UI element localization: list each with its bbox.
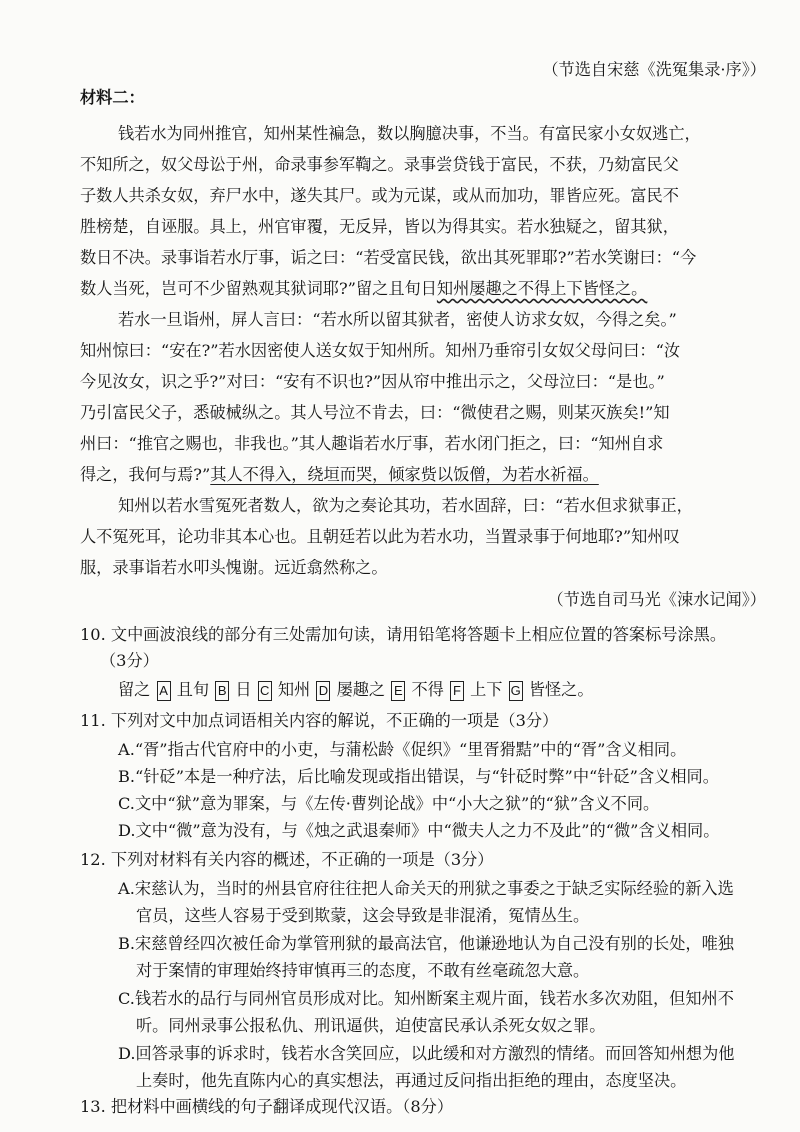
passage-line: 今见汝女，识之乎?”对曰：“安有不识也?”因从帘中推出示之，父母泣曰：“是也。” <box>80 372 665 391</box>
option-d-cont: 上奏时，他先直陈内心的真实想法，再通过反问指出拒绝的理由，态度坚决。 <box>136 1071 687 1090</box>
answer-box-g[interactable]: G <box>509 681 523 701</box>
passage-line: 数日不决。录事诣若水厅事，诟之曰：“若受富民钱，欲出其死罪耶?”若水笑谢曰：“今 <box>80 248 697 267</box>
passage-line: 乃引富民父子，悉破械纵之。其人号泣不肯去，曰：“微使君之赐，则某灭族矣!”知 <box>80 403 670 422</box>
answer-box-e[interactable]: E <box>391 681 405 701</box>
passage-line: 州曰：“推官之赐也，非我也。”其人趣诣若水厅事，若水闭门拒之，曰：“知州自求 <box>80 434 664 453</box>
material2-heading: 材料二： <box>80 88 145 107</box>
option-c-cont: 听。同州录事公报私仇、刑讯逼供，迫使富民承认杀死女奴之罪。 <box>136 1016 606 1035</box>
question-stem: 12. 下列对材料有关内容的概述，不正确的一项是（3分） <box>80 850 494 869</box>
wavy-underlined-text: 知州屡趣之不得上下皆怪之。 <box>436 279 648 298</box>
segment: 留之 <box>118 680 151 699</box>
option-b: B.宋慈曾经四次被任命为掌管刑狱的最高法官，他谦逊地认为自己没有别的长处，唯独 <box>118 934 734 953</box>
passage-line <box>80 279 647 299</box>
passage-line: 知州以若水雪冤死者数人，欲为之奏论其功，若水固辞，曰：“若水但求狱事正， <box>118 496 693 515</box>
segment: 屡趣之 <box>336 680 386 699</box>
passage-text: 得之，我何与焉?” <box>80 465 211 484</box>
passage-line: 若水一旦诣州，屏人言曰：“若水所以留其狱者，密使人访求女奴，今得之矣。” <box>118 310 677 329</box>
passage-text: 数人当死，岂可不少留熟观其狱词耶?”留之且旬日 <box>80 279 437 298</box>
passage-line <box>80 465 599 485</box>
question-score: （3分） <box>100 651 159 670</box>
option-b: B.“针砭”本是一种疗法，后比喻发现或指出错误，与“针砭时弊”中“针砭”含义相同。 <box>118 767 719 786</box>
passage-line: 钱若水为同州推官，知州某性褊急，数以胸臆决事，不当。有富民家小女奴逃亡， <box>118 124 701 143</box>
segment: 不得 <box>411 680 444 699</box>
segment: 皆怪之。 <box>528 680 594 699</box>
answer-box-b[interactable]: B <box>215 681 229 701</box>
section-title <box>80 1112 99 1132</box>
option-a: A.宋慈认为，当时的州县官府往往把人命关天的刑狱之事委之于缺乏实际经验的新入选 <box>118 879 734 898</box>
option-c: C.文中“狱”意为罪案，与《左传·曹刿论战》中“小大之狱”的“狱”含义不同。 <box>118 794 660 813</box>
segment: 知州 <box>277 680 311 699</box>
option-c: C.钱若水的品行与同州官员形成对比。知州断案主观片面，钱若水多次劝阻，但知州不 <box>118 989 734 1008</box>
answer-box-a[interactable]: A <box>157 681 171 701</box>
question-stem: 10. 文中画波浪线的部分有三处需加句读，请用铅笔将答题卡上相应位置的答案标号涂黑。 <box>80 625 727 644</box>
underlined-sentence: 其人不得入，绕垣而哭，倾家赀以饭僧，为若水祈福。 <box>210 465 599 484</box>
segment: 上下 <box>470 680 503 699</box>
option-a: A.“胥”指古代官府中的小吏，与蒲松龄《促织》“里胥猾黠”中的“胥”含义相同。 <box>118 740 687 759</box>
material2-source: （节选自司马光《涑水记闻》） <box>547 590 766 609</box>
material1-source: （节选自宋慈《洗冤集录·序》） <box>542 60 766 79</box>
question-stem: 11. 下列对文中加点词语相关内容的解说，不正确的一项是（3分） <box>80 711 559 730</box>
passage-line: 胜榜楚，自诬服。具上，州官审覆，无反异，皆以为得其实。若水独疑之，留其狱， <box>80 217 679 236</box>
answer-box-d[interactable]: D <box>316 681 330 701</box>
question-stem: 13. 把材料中画横线的句子翻译成现代汉语。（8分） <box>80 1097 454 1116</box>
segment: 日 <box>235 680 252 699</box>
punctuation-answer-row <box>118 680 594 701</box>
passage-line: 不知所之，奴父母讼于州，命录事参军鞫之。录事尝贷钱于富民，不获，乃劾富民父 <box>80 155 679 174</box>
answer-box-c[interactable]: C <box>258 681 272 701</box>
passage-line: 服，录事诣若水叩头愧谢。远近翕然称之。 <box>80 558 388 577</box>
segment: 且旬 <box>176 680 210 699</box>
passage-line: 知州惊曰：“安在?”若水因密使人送女奴于知州所。知州乃垂帘引女奴父母问曰：“汝 <box>80 341 681 360</box>
option-b-cont: 对于案情的审理始终持审慎再三的态度，不敢有丝毫疏忽大意。 <box>136 961 590 980</box>
passage-line: 人不冤死耳，论功非其本心也。且朝廷若以此为若水功，当置录事于何地耶?”知州叹 <box>80 527 680 546</box>
answer-box-f[interactable]: F <box>450 681 464 701</box>
passage-line: 子数人共杀女奴，弃尸水中，遂失其尸。或为元谋，或从而加功，罪皆应死。富民不 <box>80 186 679 205</box>
option-a-cont: 官员，这些人容易于受到欺蒙，这会导致是非混淆，冤情丛生。 <box>136 906 590 925</box>
option-d: D.文中“微”意为没有，与《烛之武退秦师》中“微夫人之力不及此”的“微”含义相同。 <box>118 821 720 840</box>
option-d: D.回答录事的诉求时，钱若水含笑回应，以此缓和对方激烈的情绪。而回答知州想为他 <box>118 1044 735 1063</box>
page-footer <box>300 1112 335 1132</box>
